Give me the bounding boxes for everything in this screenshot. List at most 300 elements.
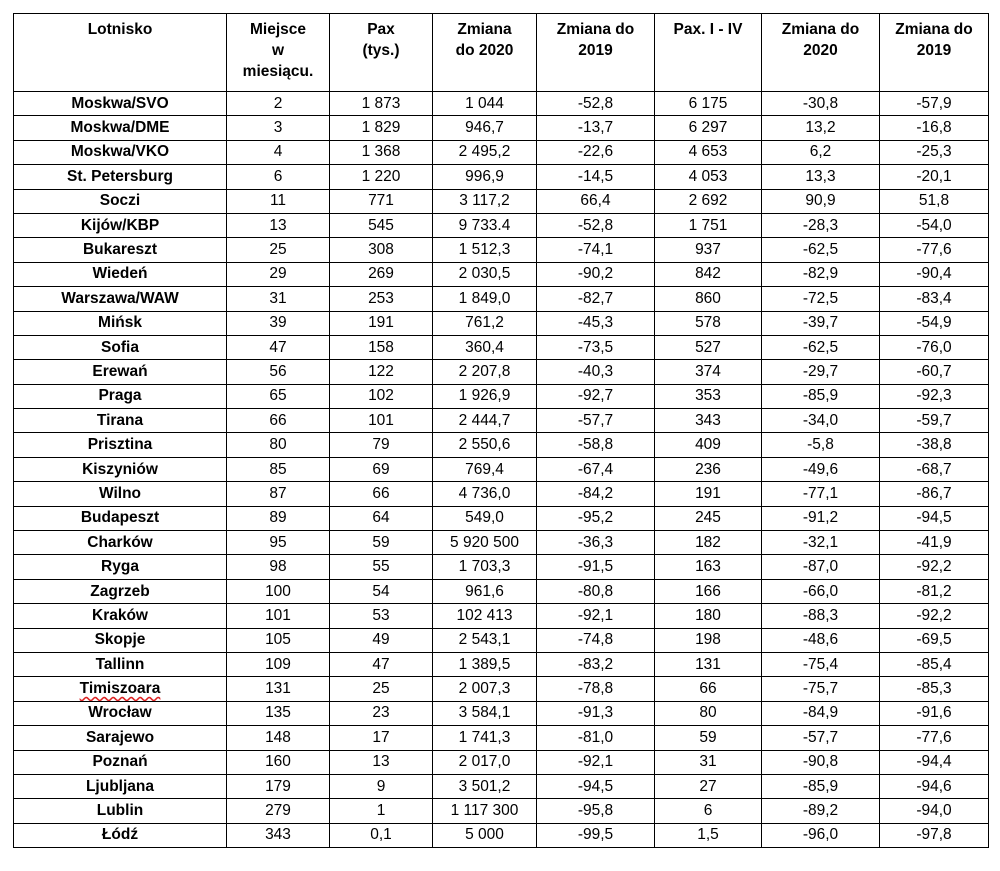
pax-i-iv-cell	[655, 457, 762, 481]
airport-name-cell	[14, 652, 227, 676]
change-2019-cell	[537, 726, 655, 750]
cell-value: 4 736,0	[458, 484, 511, 502]
pax-i-iv-cell	[655, 165, 762, 189]
header-line: Zmiana do	[895, 21, 973, 38]
cell-value: 122	[368, 362, 394, 380]
pax-cell	[330, 360, 433, 384]
header-line: 2020	[803, 42, 838, 59]
pax-cell	[330, 750, 433, 774]
table-row	[14, 140, 989, 164]
airport-name: Wiedeń	[92, 265, 148, 283]
cell-value: -92,7	[577, 387, 614, 405]
airport-name: Budapeszt	[80, 509, 160, 527]
rank-cell	[227, 116, 330, 140]
cell-value: 245	[695, 509, 721, 527]
cell-value: 13,3	[805, 167, 836, 185]
rank-cell	[227, 726, 330, 750]
airport-name: Tallinn	[95, 655, 145, 673]
cell-value: -78,8	[577, 680, 614, 698]
cell-value: -62,5	[802, 241, 839, 259]
rank-cell	[227, 433, 330, 457]
table-row	[14, 774, 989, 798]
airport-name: Moskwa/VKO	[70, 143, 170, 161]
cell-value: -80,8	[577, 582, 614, 600]
rank-cell	[227, 506, 330, 530]
change-2019-ytd-cell	[880, 165, 989, 189]
change-2019-cell	[537, 140, 655, 164]
cell-value: -92,2	[916, 558, 952, 576]
cell-value: -60,7	[916, 362, 952, 380]
cell-value: -83,4	[916, 289, 952, 307]
table-row	[14, 262, 989, 286]
cell-value: 409	[695, 436, 721, 454]
table-row	[14, 506, 989, 530]
pax-cell	[330, 531, 433, 555]
rank-cell	[227, 823, 330, 847]
cell-value: 182	[695, 533, 721, 551]
change-2020-cell	[433, 457, 537, 481]
change-2019-cell	[537, 262, 655, 286]
cell-value: -75,7	[802, 680, 839, 698]
cell-value: 25	[269, 241, 287, 259]
header-line: Miejsce	[249, 21, 306, 38]
cell-value: 135	[265, 704, 291, 722]
rank-cell	[227, 335, 330, 359]
pax-cell	[330, 238, 433, 262]
change-2019-cell	[537, 116, 655, 140]
header-line: Pax. I - IV	[673, 21, 743, 38]
cell-value: 343	[265, 826, 291, 844]
cell-value: -77,1	[802, 484, 839, 502]
table-row	[14, 360, 989, 384]
change-2020-ytd-cell	[762, 409, 880, 433]
cell-value: -41,9	[916, 533, 952, 551]
change-2020-ytd-cell	[762, 726, 880, 750]
pax-i-iv-cell	[655, 628, 762, 652]
cell-value: 578	[695, 314, 721, 332]
pax-i-iv-cell	[655, 311, 762, 335]
rank-cell	[227, 360, 330, 384]
col-header-zmiana-2019-a	[537, 14, 655, 92]
change-2020-cell	[433, 140, 537, 164]
table-row	[14, 457, 989, 481]
change-2020-cell	[433, 238, 537, 262]
cell-value: -92,1	[577, 606, 614, 624]
change-2019-ytd-cell	[880, 262, 989, 286]
cell-value: -32,1	[802, 533, 839, 551]
airport-name: Charków	[87, 533, 153, 551]
cell-value: -99,5	[577, 826, 614, 844]
table-row	[14, 823, 989, 847]
cell-value: 109	[265, 655, 291, 673]
change-2019-cell	[537, 384, 655, 408]
change-2020-cell	[433, 555, 537, 579]
pax-cell	[330, 213, 433, 237]
airport-name-cell	[14, 482, 227, 506]
airport-name-cell	[14, 555, 227, 579]
cell-value: 3	[273, 119, 283, 137]
change-2020-cell	[433, 433, 537, 457]
rank-cell	[227, 750, 330, 774]
rank-cell	[227, 165, 330, 189]
change-2019-cell	[537, 677, 655, 701]
pax-i-iv-cell	[655, 555, 762, 579]
airport-name-cell	[14, 360, 227, 384]
pax-cell	[330, 652, 433, 676]
airport-name-cell	[14, 701, 227, 725]
cell-value: 253	[368, 289, 394, 307]
cell-value: -86,7	[916, 484, 952, 502]
cell-value: 89	[269, 509, 287, 527]
pax-i-iv-cell	[655, 433, 762, 457]
table-row	[14, 189, 989, 213]
pax-i-iv-cell	[655, 652, 762, 676]
rank-cell	[227, 287, 330, 311]
pax-i-iv-cell	[655, 335, 762, 359]
cell-value: 6,2	[809, 143, 832, 161]
pax-cell	[330, 335, 433, 359]
cell-value: 353	[695, 387, 721, 405]
cell-value: -16,8	[916, 119, 952, 137]
change-2019-cell	[537, 189, 655, 213]
cell-value: 180	[695, 606, 721, 624]
cell-value: 102 413	[456, 606, 513, 624]
cell-value: 66	[699, 680, 717, 698]
change-2019-cell	[537, 701, 655, 725]
cell-value: 2 207,8	[458, 362, 511, 380]
table-row	[14, 531, 989, 555]
cell-value: 771	[368, 192, 394, 210]
airport-name: Kijów/KBP	[80, 216, 160, 234]
change-2019-ytd-cell	[880, 360, 989, 384]
change-2019-ytd-cell	[880, 531, 989, 555]
airport-name: Prisztina	[87, 436, 153, 454]
cell-value: -75,4	[802, 655, 839, 673]
cell-value: -22,6	[577, 143, 614, 161]
cell-value: 158	[368, 338, 394, 356]
cell-value: 23	[372, 704, 390, 722]
col-header-zmiana-2020-a	[433, 14, 537, 92]
cell-value: 1 829	[361, 119, 401, 137]
change-2019-ytd-cell	[880, 287, 989, 311]
airport-traffic-table	[13, 13, 989, 848]
header-row	[14, 14, 989, 92]
header-line: Zmiana	[457, 21, 512, 38]
cell-value: 6	[273, 167, 283, 185]
cell-value: -28,3	[802, 216, 839, 234]
pax-i-iv-cell	[655, 116, 762, 140]
cell-value: -25,3	[916, 143, 952, 161]
rank-cell	[227, 579, 330, 603]
cell-value: 6	[703, 802, 713, 820]
pax-cell	[330, 92, 433, 116]
cell-value: 961,6	[465, 582, 504, 600]
table-row	[14, 213, 989, 237]
cell-value: 51,8	[918, 192, 950, 210]
airport-name-cell	[14, 311, 227, 335]
cell-value: -58,8	[577, 436, 614, 454]
cell-value: -54,9	[916, 314, 952, 332]
change-2019-ytd-cell	[880, 604, 989, 628]
cell-value: 761,2	[465, 314, 504, 332]
table-row	[14, 677, 989, 701]
rank-cell	[227, 799, 330, 823]
cell-value: 87	[269, 484, 287, 502]
cell-value: 90,9	[805, 192, 836, 210]
table-row	[14, 165, 989, 189]
cell-value: 308	[368, 241, 394, 259]
change-2020-cell	[433, 189, 537, 213]
header-line: do 2020	[455, 42, 514, 59]
table-row	[14, 482, 989, 506]
cell-value: 236	[695, 460, 721, 478]
cell-value: -74,8	[577, 631, 614, 649]
table-row	[14, 335, 989, 359]
cell-value: 9 733.4	[458, 216, 511, 234]
change-2020-ytd-cell	[762, 799, 880, 823]
pax-i-iv-cell	[655, 774, 762, 798]
change-2019-ytd-cell	[880, 189, 989, 213]
pax-cell	[330, 677, 433, 701]
rank-cell	[227, 774, 330, 798]
table-row	[14, 384, 989, 408]
cell-value: -59,7	[916, 411, 952, 429]
rank-cell	[227, 238, 330, 262]
change-2019-cell	[537, 287, 655, 311]
table-row	[14, 579, 989, 603]
cell-value: 53	[372, 606, 390, 624]
cell-value: 31	[699, 753, 717, 771]
change-2020-cell	[433, 213, 537, 237]
change-2019-ytd-cell	[880, 238, 989, 262]
cell-value: 2 030,5	[458, 265, 511, 283]
cell-value: 13,2	[805, 119, 836, 137]
cell-value: 374	[695, 362, 721, 380]
cell-value: 47	[269, 338, 287, 356]
table-row	[14, 555, 989, 579]
cell-value: -81,2	[916, 582, 952, 600]
pax-cell	[330, 726, 433, 750]
pax-i-iv-cell	[655, 140, 762, 164]
cell-value: -96,0	[802, 826, 839, 844]
cell-value: 2 007,3	[458, 680, 511, 698]
cell-value: 131	[265, 680, 291, 698]
cell-value: 69	[372, 460, 390, 478]
rank-cell	[227, 482, 330, 506]
change-2020-ytd-cell	[762, 92, 880, 116]
header-line: (tys.)	[362, 42, 400, 59]
change-2019-ytd-cell	[880, 213, 989, 237]
airport-name: Praga	[98, 387, 142, 405]
cell-value: -14,5	[577, 167, 614, 185]
airport-name-cell	[14, 140, 227, 164]
change-2019-cell	[537, 165, 655, 189]
cell-value: 1 741,3	[458, 728, 511, 746]
airport-name: Kraków	[92, 606, 148, 624]
cell-value: 5 920 500	[450, 533, 519, 551]
cell-value: -94,0	[916, 802, 952, 820]
change-2020-ytd-cell	[762, 579, 880, 603]
change-2019-ytd-cell	[880, 823, 989, 847]
cell-value: -20,1	[916, 167, 952, 185]
cell-value: 279	[265, 802, 291, 820]
col-header-pax-i-iv	[655, 14, 762, 92]
change-2020-ytd-cell	[762, 311, 880, 335]
table-row	[14, 287, 989, 311]
cell-value: 98	[269, 558, 287, 576]
change-2020-ytd-cell	[762, 165, 880, 189]
rank-cell	[227, 189, 330, 213]
cell-value: 3 584,1	[458, 704, 511, 722]
cell-value: 85	[269, 460, 287, 478]
change-2020-ytd-cell	[762, 531, 880, 555]
cell-value: 25	[372, 680, 390, 698]
cell-value: 1 512,3	[458, 241, 511, 259]
change-2020-ytd-cell	[762, 116, 880, 140]
change-2019-ytd-cell	[880, 457, 989, 481]
cell-value: -76,0	[916, 338, 952, 356]
change-2019-cell	[537, 335, 655, 359]
table-row	[14, 311, 989, 335]
table-row	[14, 116, 989, 140]
airport-name-cell	[14, 262, 227, 286]
cell-value: 842	[695, 265, 721, 283]
change-2019-cell	[537, 92, 655, 116]
change-2020-cell	[433, 604, 537, 628]
airport-name-cell	[14, 409, 227, 433]
cell-value: 198	[695, 631, 721, 649]
cell-value: 55	[372, 558, 390, 576]
cell-value: 64	[372, 509, 390, 527]
cell-value: -92,3	[916, 387, 952, 405]
pax-cell	[330, 262, 433, 286]
pax-i-iv-cell	[655, 701, 762, 725]
change-2019-cell	[537, 433, 655, 457]
rank-cell	[227, 409, 330, 433]
rank-cell	[227, 384, 330, 408]
cell-value: 4 653	[688, 143, 728, 161]
cell-value: 2 550,6	[458, 436, 511, 454]
cell-value: -73,5	[577, 338, 614, 356]
rank-cell	[227, 628, 330, 652]
change-2019-cell	[537, 506, 655, 530]
change-2019-cell	[537, 360, 655, 384]
change-2020-cell	[433, 116, 537, 140]
col-header-lotnisko	[14, 14, 227, 92]
airport-name-cell	[14, 335, 227, 359]
cell-value: 80	[699, 704, 717, 722]
cell-value: 47	[372, 655, 390, 673]
airport-name-cell	[14, 287, 227, 311]
cell-value: -90,2	[577, 265, 614, 283]
airport-name-cell	[14, 165, 227, 189]
change-2020-cell	[433, 652, 537, 676]
table-row	[14, 652, 989, 676]
cell-value: -88,3	[802, 606, 839, 624]
header-line: 2019	[916, 42, 952, 59]
pax-i-iv-cell	[655, 262, 762, 286]
rank-cell	[227, 604, 330, 628]
cell-value: -94,5	[916, 509, 952, 527]
airport-name-cell	[14, 116, 227, 140]
pax-i-iv-cell	[655, 384, 762, 408]
pax-i-iv-cell	[655, 287, 762, 311]
airport-name: Wilno	[98, 484, 142, 502]
cell-value: -77,6	[916, 241, 952, 259]
change-2019-ytd-cell	[880, 506, 989, 530]
col-header-miejsce	[227, 14, 330, 92]
airport-name-cell	[14, 213, 227, 237]
airport-name: St. Petersburg	[67, 167, 173, 185]
airport-name: Moskwa/SVO	[71, 94, 169, 112]
cell-value: -85,4	[916, 655, 952, 673]
rank-cell	[227, 652, 330, 676]
airport-name-cell	[14, 457, 227, 481]
cell-value: 5 000	[465, 826, 504, 844]
change-2019-cell	[537, 213, 655, 237]
change-2019-cell	[537, 409, 655, 433]
cell-value: -30,8	[802, 94, 839, 112]
cell-value: 2 692	[688, 192, 728, 210]
cell-value: -85,9	[802, 387, 839, 405]
change-2019-ytd-cell	[880, 726, 989, 750]
cell-value: 3 501,2	[458, 777, 511, 795]
pax-cell	[330, 287, 433, 311]
change-2019-ytd-cell	[880, 799, 989, 823]
cell-value: -5,8	[807, 436, 834, 454]
cell-value: -57,7	[802, 728, 839, 746]
airport-name-cell	[14, 384, 227, 408]
change-2020-ytd-cell	[762, 140, 880, 164]
change-2019-cell	[537, 311, 655, 335]
table-row	[14, 799, 989, 823]
change-2020-cell	[433, 726, 537, 750]
cell-value: -94,6	[916, 777, 952, 795]
airport-name: Kiszyniów	[82, 460, 158, 478]
pax-i-iv-cell	[655, 604, 762, 628]
cell-value: 1 873	[361, 94, 401, 112]
table-body	[14, 92, 989, 848]
change-2019-cell	[537, 531, 655, 555]
cell-value: 79	[372, 436, 390, 454]
cell-value: 131	[695, 655, 721, 673]
airport-name-cell	[14, 604, 227, 628]
cell-value: 2	[273, 94, 283, 112]
cell-value: -57,9	[916, 94, 952, 112]
col-header-zmiana-2019-b	[880, 14, 989, 92]
change-2020-cell	[433, 823, 537, 847]
pax-i-iv-cell	[655, 799, 762, 823]
change-2020-cell	[433, 165, 537, 189]
cell-value: 2 444,7	[458, 411, 511, 429]
cell-value: -40,3	[577, 362, 614, 380]
pax-cell	[330, 433, 433, 457]
cell-value: 101	[265, 606, 291, 624]
change-2020-cell	[433, 579, 537, 603]
change-2020-cell	[433, 384, 537, 408]
change-2019-ytd-cell	[880, 140, 989, 164]
change-2020-ytd-cell	[762, 457, 880, 481]
cell-value: 105	[265, 631, 291, 649]
cell-value: 2 543,1	[458, 631, 511, 649]
cell-value: 66,4	[580, 192, 611, 210]
cell-value: 937	[695, 241, 721, 259]
airport-name-cell	[14, 189, 227, 213]
cell-value: -34,0	[802, 411, 839, 429]
airport-name: Timiszoara	[79, 680, 161, 698]
cell-value: 160	[265, 753, 291, 771]
airport-name: Mińsk	[98, 314, 142, 332]
